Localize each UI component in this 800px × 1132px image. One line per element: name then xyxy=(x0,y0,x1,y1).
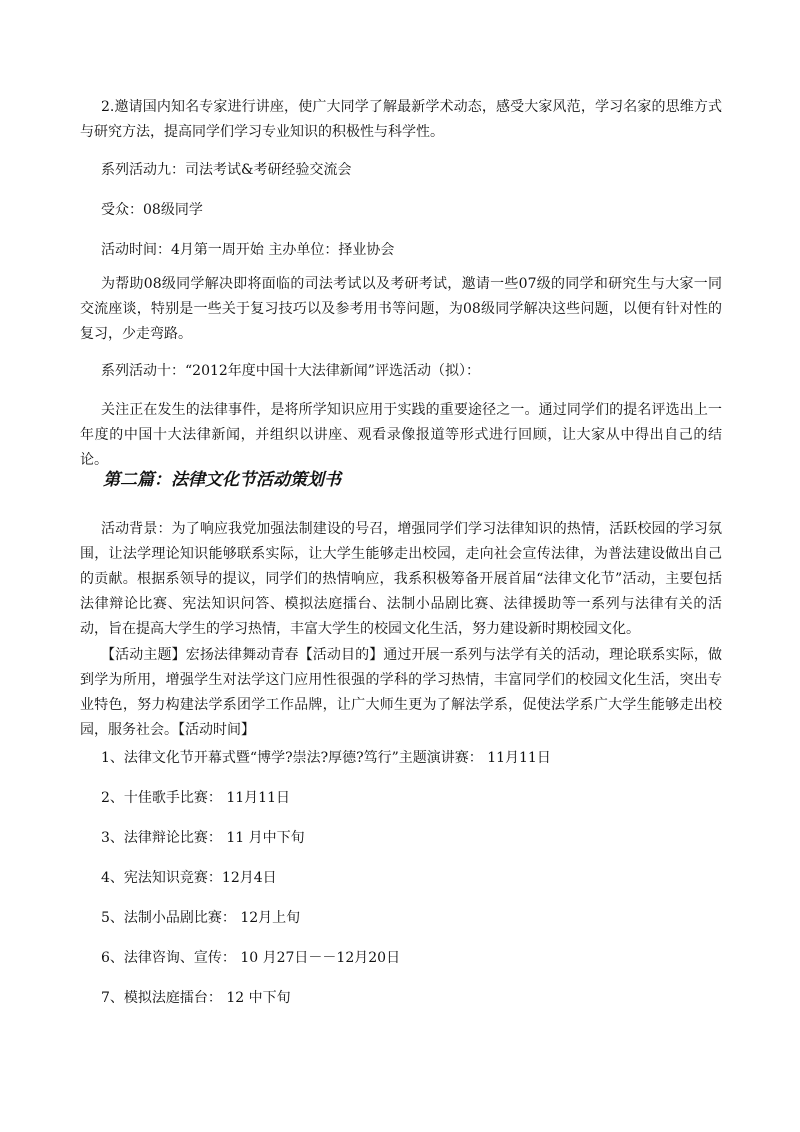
schedule-item: 1、法律文化节开幕式暨“博学?崇法?厚德?笃行”主题演讲赛： 11月11日 xyxy=(101,750,551,766)
activity9-audience: 受众：08级同学 xyxy=(101,202,203,218)
activity10-description: 关注正在发生的法律事件，是将所学知识应用于实践的重要途径之一。通过同学们的提名评选出上一年度的中国十大法律新闻，并组织以讲座、观看录像报道等形式进行回顾，让大家从中得出自己的结论。 xyxy=(80,402,722,468)
schedule-item: 6、法律咨询、宣传： 10 月27日－－12月20日 xyxy=(101,950,401,966)
schedule-item: 5、法制小品剧比赛： 12月上旬 xyxy=(101,910,301,926)
schedule-item: 3、法律辩论比赛： 11 月中下旬 xyxy=(101,830,305,846)
schedule-item: 2、十佳歌手比赛： 11月11日 xyxy=(101,790,290,806)
theme-paragraph: 【活动主题】宏扬法律舞动青春【活动目的】通过开展一系列与法学有关的活动，理论联系实际，做到学为所用，增强学生对法学这门应用性很强的学科的学习热情，丰富同学们的校园文化生活，突出专业特色，努力构建法学系团学工作品牌，让广大师生更为了解法学系，促使法学系广大学生能够走出校园，服务社会。【活动时间】 xyxy=(80,647,722,738)
schedule-item: 7、模拟法庭擂台： 12 中下旬 xyxy=(101,990,291,1006)
section-heading: 第二篇：法律文化节活动策划书 xyxy=(103,470,341,490)
activity10-title: 系列活动十：“2012年度中国十大法律新闻”评选活动（拟）： xyxy=(101,363,480,379)
paragraph-experts: 2.邀请国内知名专家进行讲座，使广大同学了解最新学术动态，感受大家风范，学习名家的思维方式与研究方法，提高同学们学习专业知识的积极性与科学性。 xyxy=(80,99,722,140)
activity9-title: 系列活动九：司法考试&考研经验交流会 xyxy=(101,162,352,178)
background-paragraph: 活动背景：为了响应我党加强法制建设的号召，增强同学们学习法律知识的热情，活跃校园的学习氛围，让法学理论知识能够联系实际，让大学生能够走出校园，走向社会宣传法律，为普法建设做出自己的贡献。根据系领导的提议，同学们的热情响应，我系积极筹备开展首届“法律文化节”活动，主要包括法律辩论比赛、宪法知识问答、模拟法庭擂台、法制小品剧比赛、法律援助等一系列与法律有关的活动，旨在提高大学生的学习热情，丰富大学生的校园文化生活，努力建设新时期校园文化。 xyxy=(80,521,722,637)
activity9-description: 为帮助08级同学解决即将面临的司法考试以及考研考试，邀请一些07级的同学和研究生与大家一同交流座谈，特别是一些关于复习技巧以及参考用书等问题，为08级同学解决这些问题，以便有针对性的复习，少走弯路。 xyxy=(80,276,722,342)
activity9-time: 活动时间：4月第一周开始 主办单位：择业协会 xyxy=(101,242,395,258)
schedule-item: 4、宪法知识竞赛：12月4日 xyxy=(101,870,277,886)
